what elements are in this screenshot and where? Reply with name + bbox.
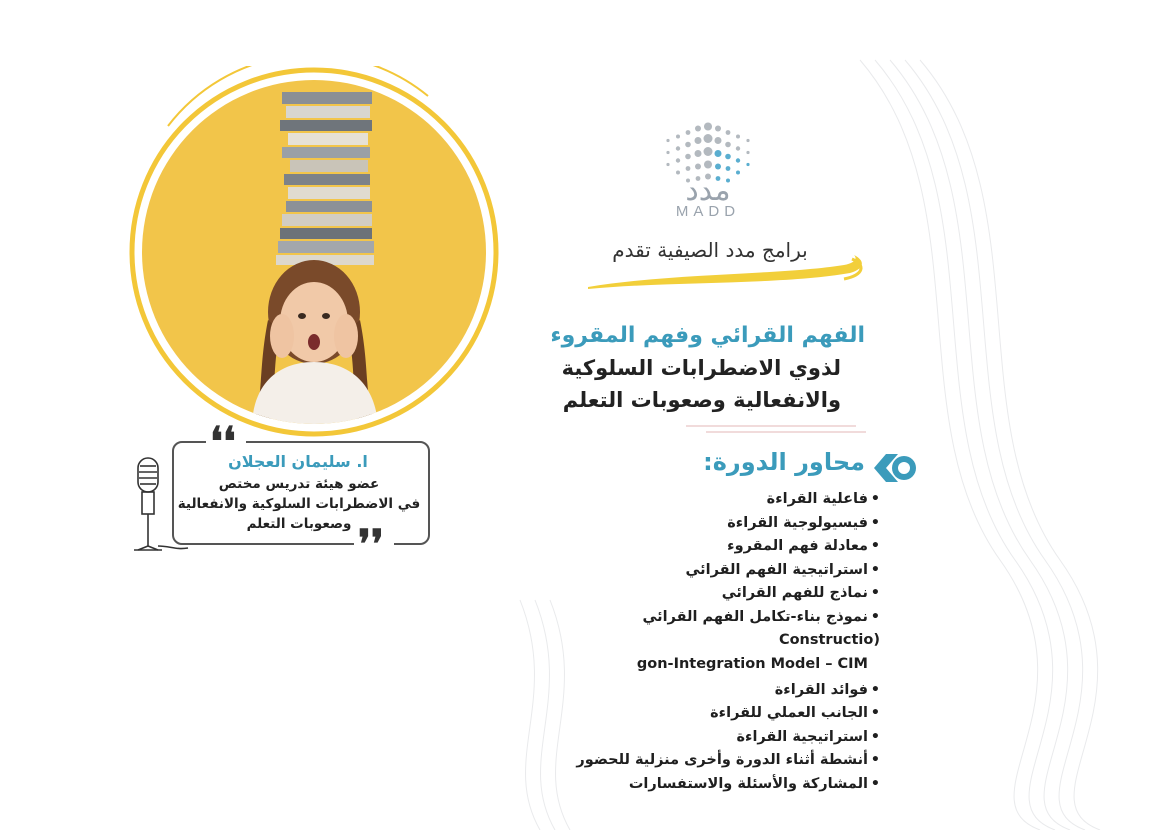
instructor-desc-line: وصعوبات التعلم xyxy=(246,516,352,532)
list-item: •استراتيجية الفهم القرائي xyxy=(685,561,880,578)
open-quote-icon: ❛❛ xyxy=(210,418,236,465)
logo-arabic-text: مدد xyxy=(685,173,731,208)
list-item: •فيسيولوجية القراءة xyxy=(727,514,880,531)
course-title xyxy=(520,320,865,416)
logo-english-text: MADD xyxy=(675,203,741,220)
list-item: •استراتيجية القراءة xyxy=(736,728,880,745)
list-item: •نماذج للفهم القرائي xyxy=(721,585,880,601)
course-title-line3: والانفعالية وصعوبات التعلم xyxy=(562,388,841,412)
close-quote-icon: ❜❜ xyxy=(358,521,384,568)
list-item: •الجانب العملي للقراءة xyxy=(710,705,880,721)
list-item: •فوائد القراءة xyxy=(774,681,880,698)
topics-list xyxy=(540,488,880,796)
course-title-line1: الفهم القرائي وفهم المقروء xyxy=(550,323,865,348)
instructor-desc-line: في الاضطرابات السلوكية والانفعالية xyxy=(177,496,421,512)
photo-circle xyxy=(128,66,500,438)
arrow-circle-icon xyxy=(872,450,920,486)
list-item: •فاعلية القراءة xyxy=(766,491,880,507)
list-item: •معادلة فهم المقروء xyxy=(727,538,880,554)
list-item: •أنشطة أثناء الدورة وأخرى منزلية للحضور xyxy=(576,752,880,768)
list-item: •نموذج بناء-تكامل الفهم القرائي (Constructio gon-Integration Model – CIM xyxy=(636,608,880,672)
instructor-desc-line: عضو هيئة تدريس مختص xyxy=(218,476,380,492)
yellow-swoosh xyxy=(582,255,872,295)
instructor-description xyxy=(176,474,422,534)
axes-heading: محاور الدورة: xyxy=(703,448,865,476)
presents-text: برامج مدد الصيفية تقدم xyxy=(612,238,808,262)
list-item: •المشاركة والأسئلة والاستفسارات xyxy=(628,775,880,792)
course-title-line2: لذوي الاضطرابات السلوكية xyxy=(561,356,841,380)
girl-with-books-photo xyxy=(142,80,486,424)
title-divider xyxy=(686,424,866,436)
instructor-name: ا. سليمان العجلان xyxy=(228,452,368,471)
